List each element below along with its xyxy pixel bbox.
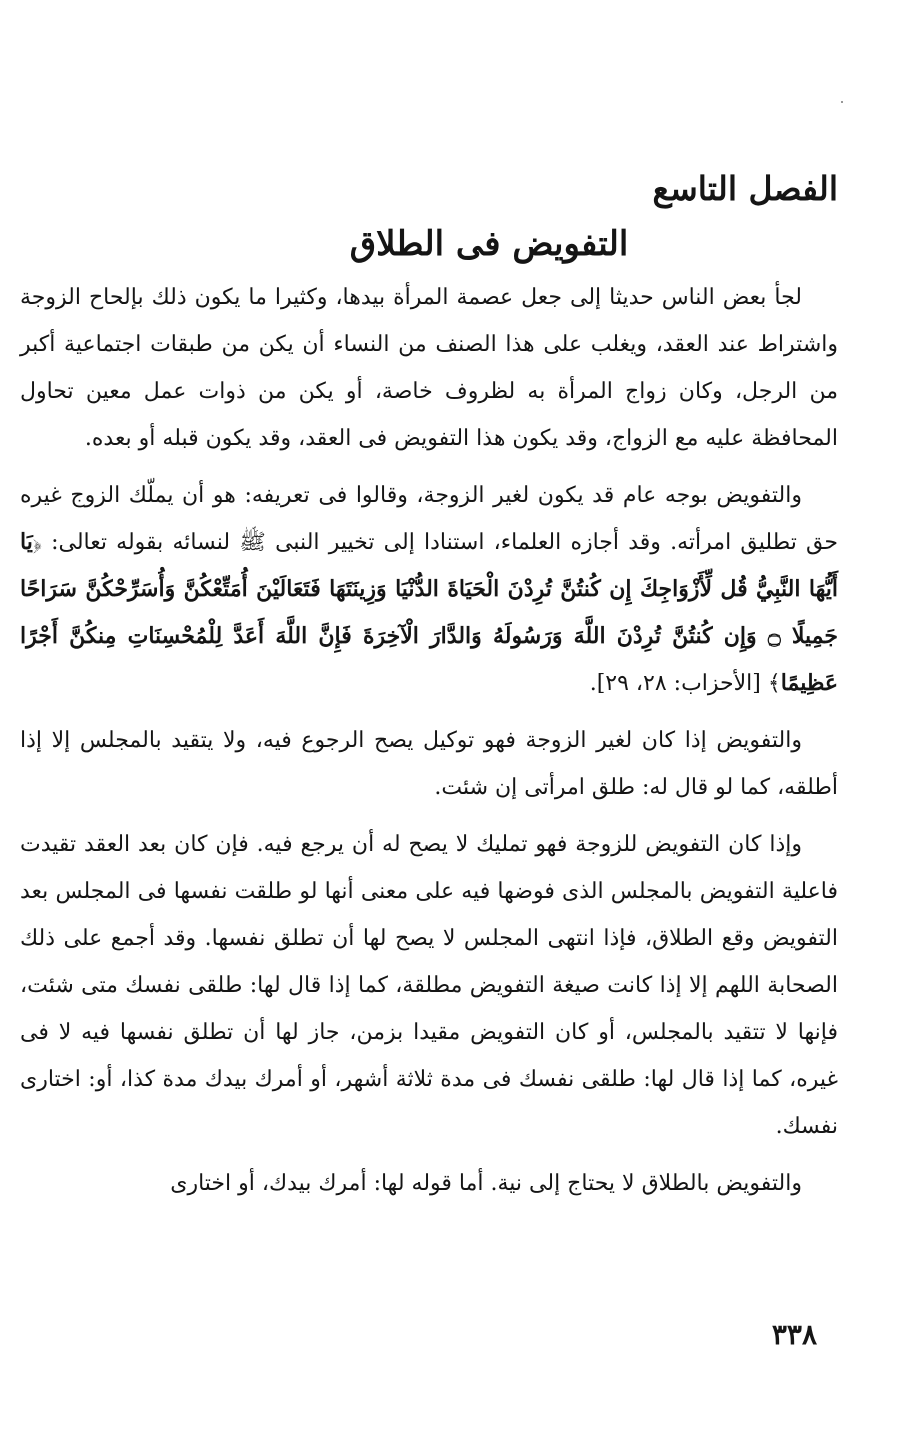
paragraph-3: والتفويض إذا كان لغير الزوجة فهو توكيل يصح الرجوع فيه، ولا يتقيد بالمجلس إلا إذا أطلقه، كما لو قال له: طلق امرأتى إن شئت. (20, 728, 838, 800)
paragraph-5: والتفويض بالطلاق لا يحتاج إلى نية. أما قوله لها: أمرك بيدك، أو اختارى (170, 1171, 802, 1196)
paragraph-2 (20, 472, 838, 707)
quran-verse: يَا أَيُّهَا النَّبِيُّ قُل لِّأَزْوَاجِكَ إِن كُنتُنَّ تُرِدْنَ الْحَيَاةَ الدُّنْيَا وَزِينَتَهَا فَتَعَالَيْنَ أُمَتِّعْكُنَّ وَأُسَرِّحْكُنَّ سَرَاحًا جَمِيلًا ۝ وَإِن كُنتُنَّ تُرِدْنَ اللَّهَ وَرَسُولَهُ وَالدَّارَ الْآخِرَةَ فَإِنَّ اللَّهَ أَعَدَّ لِلْمُحْسِنَاتِ مِنكُنَّ أَجْرًا عَظِيمًا (20, 529, 839, 696)
page-number: ٣٣٨ (771, 1318, 817, 1351)
scan-speck (841, 101, 843, 103)
chapter-heading: الفصل التاسع (652, 169, 838, 208)
section-title: التفويض فى الطلاق (349, 224, 629, 264)
paragraph-1: لجأ بعض الناس حديثا إلى جعل عصمة المرأة بيدها، وكثيرا ما يكون ذلك بإلحاح الزوجة واشتراط عند العقد، ويغلب على هذا الصنف من النساء أن يكن من طبقات اجتماعية أكبر من الرجل، وكان زواج المرأة به لظروف خاصة، أو يكن من ذوات عمل معين تحاول المحافظة عليه مع الزواج، وقد يكون هذا التفويض فى العقد، وقد يكون قبله أو بعده. (20, 285, 838, 451)
paragraph-2-intro: والتفويض بوجه عام قد يكون لغير الزوجة، وقالوا فى تعريفه: هو أن يملّك الزوج غيره حق تطليق امرأته. وقد أجازه العلماء، استنادا إلى تخيير النبى ﷺ لنسائه بقوله تعالى: ﴿ (20, 483, 838, 555)
paragraph-4: وإذا كان التفويض للزوجة فهو تمليك لا يصح له أن يرجع فيه. فإن كان بعد العقد تقيدت فاعلية التفويض بالمجلس الذى فوضها فيه على معنى أنها لو طلقت نفسها فى المجلس بعد التفويض وقع الطلاق، فإذا انتهى المجلس لا يصح لها أن تطلق نفسها. وقد أجمع على ذلك الصحابة اللهم إلا إذا كانت صيغة التفويض مطلقة، كما إذا قال لها: طلقى نفسك متى شئت، فإنها لا تتقيد بالمجلس، أو كان التفويض مقيدا بزمن، جاز لها أن تطلق نفسها فيه لا فى غيره، كما إذا قال لها: طلقى نفسك فى مدة ثلاثة أشهر، أو أمرك بيدك مدة كذا، أو: اختارى نفسك. (20, 832, 838, 1139)
page-body (20, 164, 838, 1217)
verse-reference: ﴾ [الأحزاب: ٢٨، ٢٩]. (589, 671, 781, 696)
